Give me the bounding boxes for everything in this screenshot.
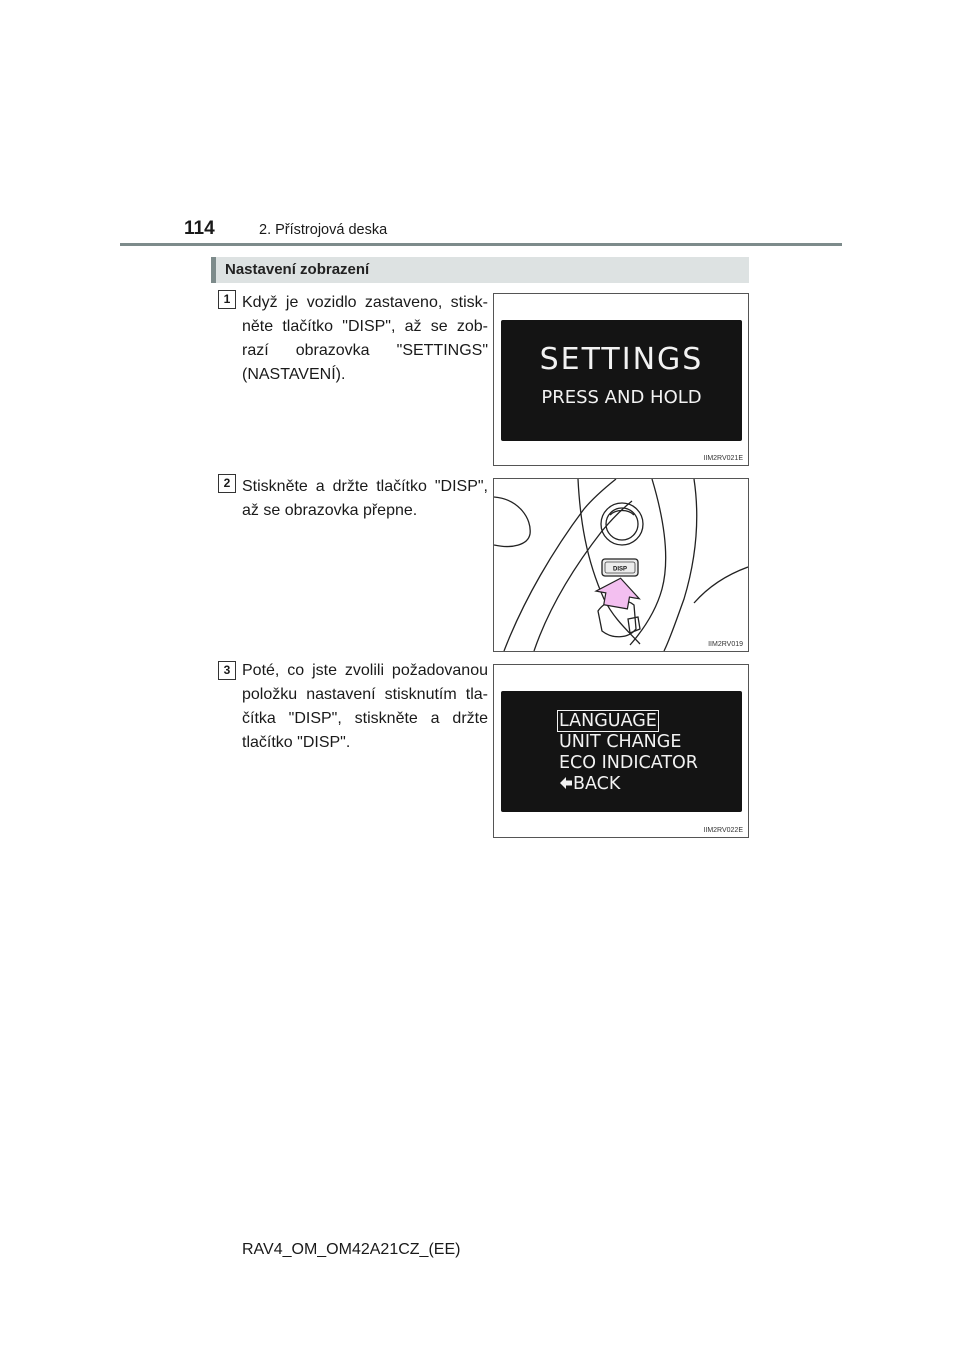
section-accent [211,257,216,283]
menu-item-language: LANGUAGE [559,711,657,731]
figure-code: IIM2RV019 [708,641,743,648]
page-number: 114 [184,218,215,239]
chapter-title: 2. Přístrojová deska [259,222,388,238]
step-text-3: Poté, co jste zvolili požadovanou položku nastavení stisknutím tla-čítka "DISP", stiskněte a držte tlačítko "DISP". [242,662,488,751]
menu-item-eco-indicator: ECO INDICATOR [559,753,698,773]
step-number-1: 1 [218,290,236,309]
step-number-3: 3 [218,661,236,680]
menu-item-unit-change: UNIT CHANGE [559,732,682,752]
back-arrow-icon [559,776,573,790]
display-screen [501,691,742,812]
display-screen [501,320,742,441]
screen-title: SETTINGS [539,342,704,377]
section-heading [211,257,749,283]
figure-menu-screen [493,664,749,838]
menu-item-back [559,774,620,794]
section-title: Nastavení zobrazení [225,261,370,278]
document-code: RAV4_OM_OM42A21CZ_(EE) [242,1241,461,1258]
figure-code: IIM2RV021E [703,455,743,462]
figure-steering-wheel [493,478,749,652]
screen-subtitle: PRESS AND HOLD [541,387,702,408]
menu-item-back-label: BACK [573,774,621,794]
step-text-1: Když je vozidlo zastaveno, stisk-něte tlačítko "DISP", až se zob-razí obrazovka "SETTINGS" (NASTAVENÍ). [242,294,488,383]
press-arrow-icon [594,574,642,610]
figure-code: IIM2RV022E [703,827,743,834]
steering-wheel-illustration [494,479,748,651]
step-number-2: 2 [218,474,236,493]
header-rule [120,243,842,246]
disp-label: DISP [612,566,628,573]
figure-settings-screen [493,293,749,466]
step-text-2: Stiskněte a držte tlačítko "DISP", až se obrazovka přepne. [242,478,488,519]
